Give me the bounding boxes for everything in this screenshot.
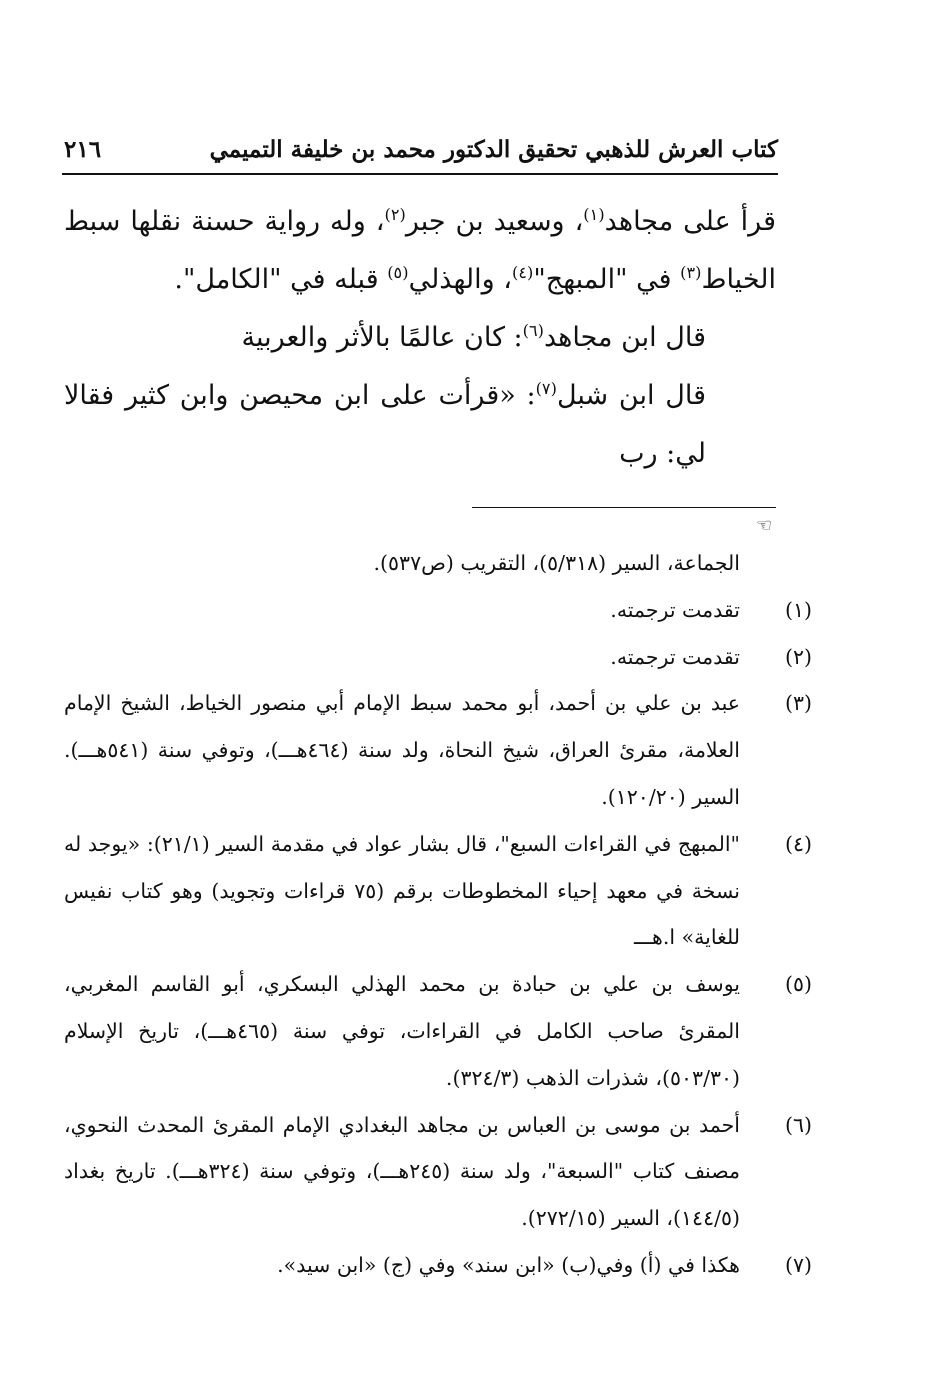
header-rule	[62, 173, 778, 175]
footnote-number: (٧)	[784, 1252, 812, 1277]
running-header	[62, 132, 778, 172]
text-run: في "المبهج"	[533, 264, 681, 295]
footnote-1	[64, 587, 812, 634]
footnote-ref: (٧)	[535, 379, 557, 398]
footnote-ref: (٦)	[522, 321, 544, 340]
text-run: قال ابن شبل	[556, 380, 706, 411]
footnote-text: تقدمت ترجمته.	[610, 597, 740, 622]
text-run: ، والهذلي	[408, 264, 512, 295]
footnote-number: (٤)	[784, 831, 812, 856]
footnote-text: هكذا في (أ) وفي(ب) «ابن سند» وفي (ج) «ابن سيد».	[277, 1252, 740, 1277]
footnote-2	[64, 634, 812, 681]
text-run: : كان عالمًا بالأثر والعربية	[241, 322, 523, 353]
footnote-number: (١)	[784, 597, 812, 622]
main-text	[64, 193, 776, 483]
paragraph-3	[64, 367, 776, 483]
paragraph-1	[64, 193, 776, 309]
footnote-separator	[472, 507, 776, 508]
footnote-ref: (٥)	[387, 263, 409, 282]
text-run: قال ابن مجاهد	[543, 322, 706, 353]
running-title: كتاب العرش للذهبي تحقيق الدكتور محمد بن خليفة التميمي	[209, 136, 778, 163]
footnote-5	[64, 961, 812, 1101]
footnote-text: تقدمت ترجمته.	[610, 644, 740, 669]
footnote-6	[64, 1102, 812, 1242]
text-run: ، وسعيد بن جبر	[405, 206, 584, 237]
footnote-4	[64, 821, 812, 961]
footnote-number: (٣)	[784, 691, 812, 716]
text-run: ، وله رواية حسنة نقلها سبط الخياط	[64, 206, 776, 295]
footnote-7	[64, 1242, 812, 1289]
footnote-number: (٥)	[784, 972, 812, 997]
footnote-3	[64, 680, 812, 820]
footnote-number: (٢)	[784, 644, 812, 669]
footnote-number: (٦)	[784, 1112, 812, 1137]
footnote-ref: (٤)	[511, 263, 534, 282]
footnote-ref: (٣)	[680, 263, 702, 282]
footnotes	[64, 540, 812, 1289]
text-run: : «قرأت على ابن محيصن وابن كثير فقالا لي: رب	[64, 380, 706, 469]
continuation-hand-icon: ☜	[756, 515, 773, 536]
footnote-text: يوسف بن علي بن حبادة بن محمد الهذلي البسكري، أبو القاسم المغربي، المقرئ صاحب الكامل في القراءات، توفي سنة (٤٦٥هـــ)، تاريخ الإسلام (٥٠٣/٣٠)، شذرات الذهب (٣٢٤/٣).	[64, 972, 740, 1090]
paragraph-2	[64, 309, 776, 367]
footnote-ref: (١)	[583, 205, 605, 224]
page-number: ٢١٦	[64, 136, 102, 163]
footnote-text: "المبهج في القراءات السبع"، قال بشار عواد في مقدمة السير (٢١/١): «يوجد له نسخة في معهد إحياء المخطوطات برقم (٧٥ قراءات وتجويد) وهو كتاب نفيس للغاية» ا.هـــ	[64, 831, 740, 950]
text-run: قرأ على مجاهد	[604, 206, 776, 237]
footnote-continued: الجماعة، السير (٥/٣١٨)، التقريب (ص٥٣٧).	[373, 551, 740, 575]
footnote-text: أحمد بن موسى بن العباس بن مجاهد البغدادي الإمام المقرئ المحدث النحوي، مصنف كتاب "السبعة"، ولد سنة (٢٤٥هـــ)، وتوفي سنة (٣٢٤هـــ). تاريخ بغداد (١٤٤/٥)، السير (٢٧٢/١٥).	[64, 1112, 740, 1231]
footnote-text: عبد بن علي بن أحمد، أبو محمد سبط الإمام أبي منصور الخياط، الشيخ الإمام العلامة، مقرئ العراق، شيخ النحاة، ولد سنة (٤٦٤هـــ)، وتوفي سنة (٥٤١هـــ). السير (١٢٠/٢٠).	[64, 691, 740, 809]
text-run: قبله في "الكامل".	[174, 264, 388, 295]
footnote-ref: (٢)	[384, 205, 406, 224]
